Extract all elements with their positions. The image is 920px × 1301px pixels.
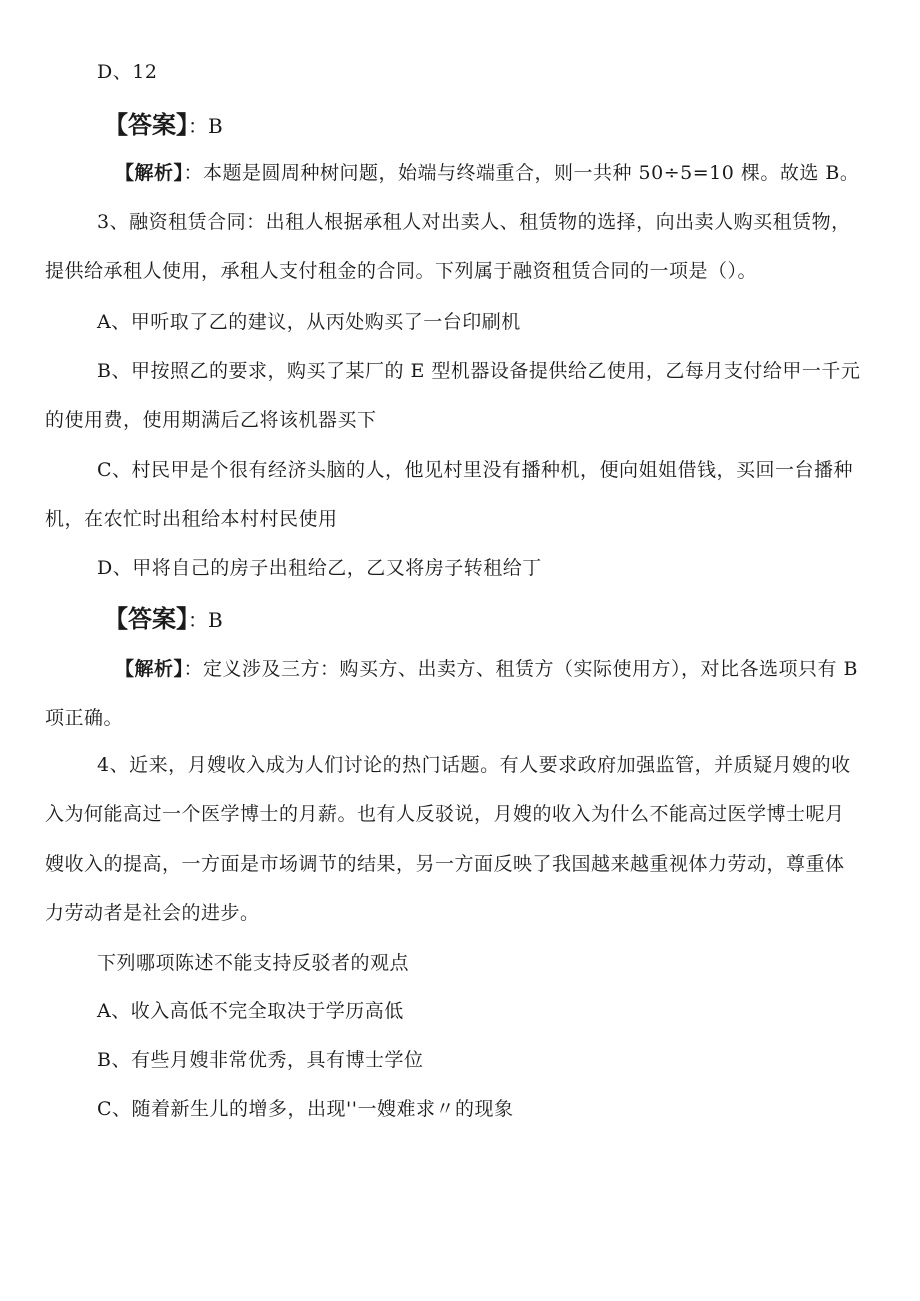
q4-stem-line3: 嫂收入的提高，一方面是市场调节的结果，另一方面反映了我国越来越重视体力劳动，尊重体 [45,853,845,875]
answer-label: 【答案】 [104,111,188,139]
q3-option-b-line1: B、甲按照乙的要求，购买了某厂的 E 型机器设备提供给乙使用，乙每月支付给甲一千元 [97,360,861,382]
q2-explanation [115,160,859,186]
q4-option-c: C、随着新生儿的增多，出现''一嫂难求〃的现象 [97,1098,514,1120]
explanation-label: 【解析】 [115,162,184,184]
q3-option-c-line2: 机，在农忙时出租给本村村民使用 [45,508,338,530]
q3-explanation-line2: 项正确。 [45,707,124,729]
q3-stem-line2: 提供给承租人使用，承租人支付租金的合同。下列属于融资租赁合同的一项是（）。 [45,260,758,282]
q4-question: 下列哪项陈述不能支持反驳者的观点 [97,952,410,974]
q4-stem-line1: 4、近来，月嫂收入成为人们讨论的热门话题。有人要求政府加强监管，并质疑月嫂的收 [97,754,851,776]
q2-answer [104,110,223,141]
answer-value: ：B [188,608,223,632]
q4-stem-line4: 力劳动者是社会的进步。 [45,902,260,924]
q3-option-b-line2: 的使用费，使用期满后乙将该机器买下 [45,409,377,431]
q3-stem-line1: 3、融资租赁合同：出租人根据承租人对出卖人、租赁物的选择，向出卖人购买租赁物， [97,211,851,233]
answer-value: ：B [188,114,223,138]
explanation-text: ：本题是圆周种树问题，始端与终端重合，则一共种 50÷5=10 棵。故选 B。 [183,162,860,184]
q3-option-c-line1: C、村民甲是个很有经济头脑的人，他见村里没有播种机，便向姐姐借钱，买回一台播种 [97,459,854,481]
q4-option-a: A、收入高低不完全取决于学历高低 [97,1000,404,1022]
q3-option-d: D、甲将自己的房子出租给乙，乙又将房子转租给丁 [97,557,542,579]
explanation-text: ：定义涉及三方：购买方、出卖方、租赁方（实际使用方），对比各选项只有 B [183,658,859,680]
answer-label: 【答案】 [104,605,188,633]
q3-explanation-line1 [115,656,858,682]
q4-stem-line2: 入为何能高过一个医学博士的月薪。也有人反驳说，月嫂的收入为什么不能高过医学博士呢月 [45,803,845,825]
q3-answer [104,604,223,635]
explanation-label: 【解析】 [115,658,184,680]
q4-option-b: B、有些月嫂非常优秀，具有博士学位 [97,1049,424,1071]
q2-option-d: D、12 [97,61,158,83]
q3-option-a: A、甲听取了乙的建议，从丙处购买了一台印刷机 [97,311,521,333]
